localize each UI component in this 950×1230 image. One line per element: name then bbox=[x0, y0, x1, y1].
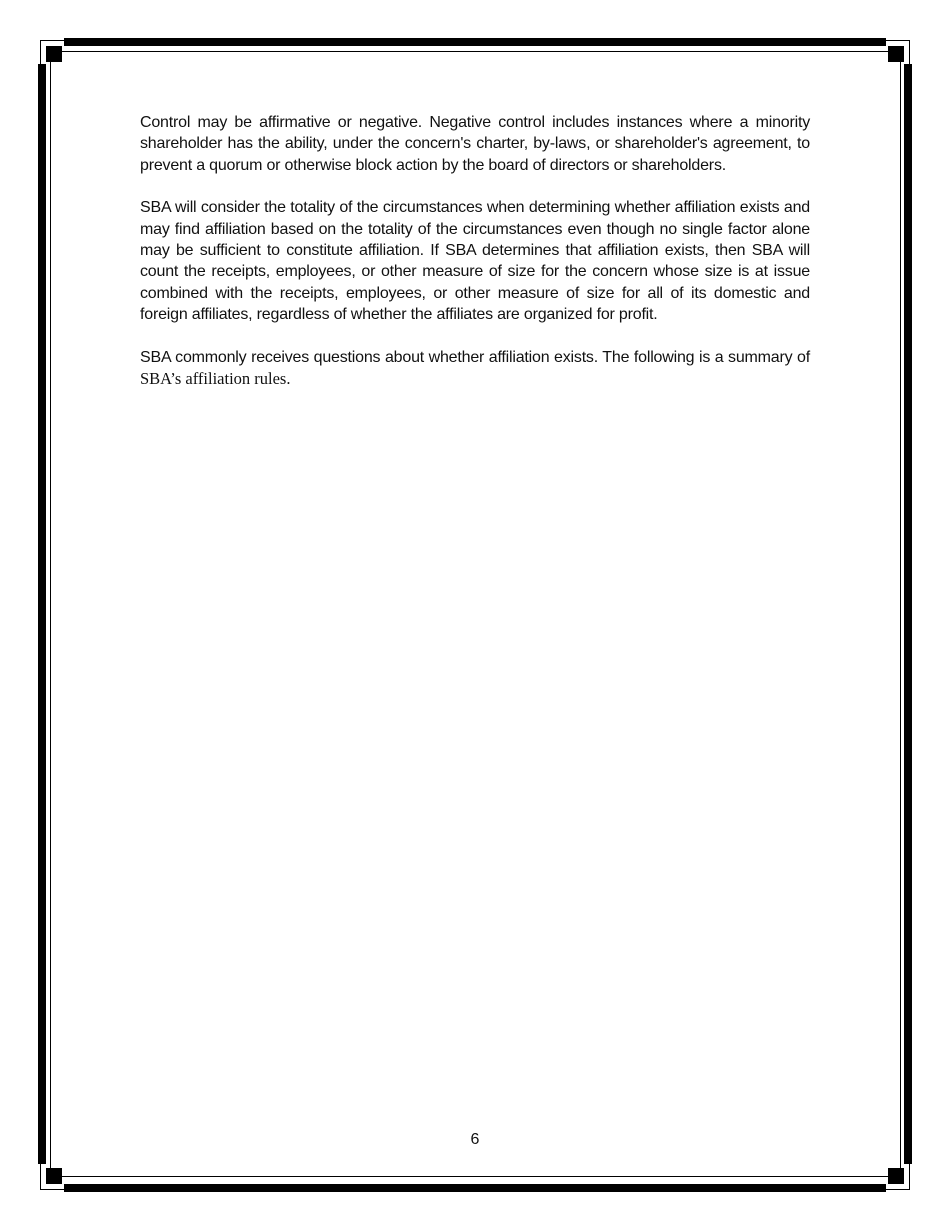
border-bar-bottom bbox=[64, 1184, 886, 1192]
border-bar-left bbox=[38, 64, 46, 1164]
paragraph-negative-control: Control may be affirmative or negative. Negative control includes instances where a minority shareholder has the ability, under the concern's charter, by-laws, or shareholder's agreement, to prevent a quorum or otherwise block action by the board of directors or shareholders. bbox=[140, 114, 810, 174]
paragraph-affiliation-summary bbox=[140, 347, 810, 391]
border-corner-bottom-right bbox=[888, 1168, 904, 1184]
summary-lead-text: SBA commonly receives questions about whether affiliation exists. The following is a summary of bbox=[140, 348, 810, 366]
page-number: 6 bbox=[470, 1131, 480, 1148]
paragraph-totality-of-circumstances: SBA will consider the totality of the circumstances when determining whether affiliation exists and may find affiliation based on the totality of the circumstances even though no single factor alone may be sufficient to constitute affiliation. If SBA determines that affiliation exists, then SBA will count the receipts, employees, or other measure of size for the concern whose size is at issue combined with the receipts, employees, or other measure of size for all of its domestic and foreign affiliates, regardless of whether the affiliates are organized for profit. bbox=[140, 199, 810, 324]
border-corner-top-right bbox=[888, 46, 904, 62]
summary-tail-text: SBA’s affiliation rules. bbox=[140, 369, 291, 389]
border-corner-bottom-left bbox=[46, 1168, 62, 1184]
page-content bbox=[140, 112, 810, 411]
border-bar-top bbox=[64, 38, 886, 46]
border-corner-top-left bbox=[46, 46, 62, 62]
border-bar-right bbox=[904, 64, 912, 1164]
